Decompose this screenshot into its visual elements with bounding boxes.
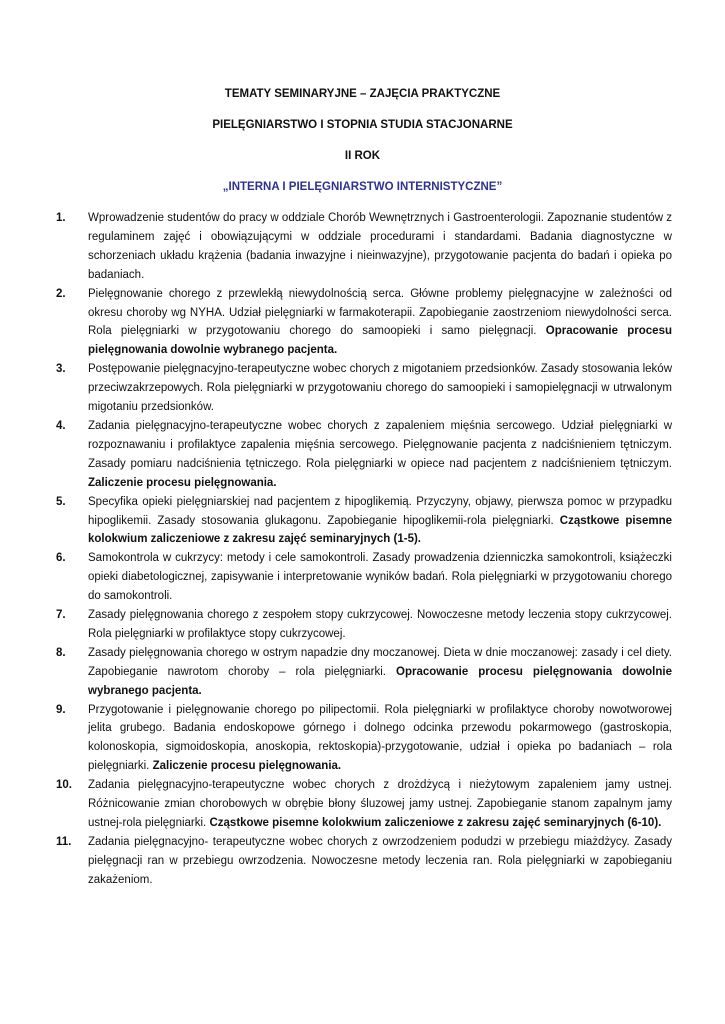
topic-number: 2. bbox=[56, 287, 66, 300]
topic-text: Pielęgnowanie chorego z przewlekłą niewydolnością serca. Główne problemy pielęgnacyjne w zależności od okresu choroby wg NYHA. Udział pielęgniarki w farmakoterapii. Zapobieganie zaostrzeniom niewydolności serca. Rola pielęgniarki w przygotowaniu chorego do samoopieki i samo pielęgnacji. bbox=[88, 287, 672, 338]
topic-text: Zasady pielęgnowania chorego w ostrym napadzie dny moczanowej. Dieta w dnie moczanowej: zasady i cel diety. Zapobieganie nawrotom choroby – rola pielęgniarki. bbox=[88, 646, 672, 678]
year-label: II ROK bbox=[344, 150, 381, 162]
topic-item bbox=[0, 417, 725, 493]
topic-text: Wprowadzenie studentów do pracy w oddziale Chorób Wewnętrznych i Gastroenterologii. Zapoznanie studentów z regulaminem zajęć i obowiązującymi w oddziale procedurami i standardami. Badania diagnostyczne w schorzeniach układu krążenia (badania inwazyjne i nieinwazyjne), przygotowanie pacjenta do badań i opieka po badaniach. bbox=[88, 212, 672, 281]
topic-text: Zadania pielęgnacyjno-terapeutyczne wobec chorych z drożdżycą i nieżytowym zapaleniem jamy ustnej. Różnicowanie zmian chorobowych w obrębie błony śluzowej jamy ustnej. Zapobieganie stanom zapalnym jamy ustnej-rola pielęgniarki. bbox=[88, 779, 672, 829]
subject-title: „INTERNA I PIELĘGNIARSTWO INTERNISTYCZNE” bbox=[222, 181, 503, 193]
topic-number: 3. bbox=[56, 363, 66, 376]
document-title: TEMATY SEMINARYJNE – ZAJĘCIA PRAKTYCZNE bbox=[224, 88, 501, 100]
topic-text: Zadania pielęgnacyjno- terapeutyczne wobec chorych z owrzodzeniem podudzi w przebiegu miażdżycy. Zasady pielęgnacji ran w przebiegu owrzodzenia. Nowoczesne metody leczenia ran. Rola pielęgniarki w zapobieganiu zakażeniom. bbox=[88, 835, 672, 886]
topic-item bbox=[0, 493, 725, 550]
topic-number: 9. bbox=[56, 703, 66, 716]
topics-list bbox=[0, 209, 725, 890]
topic-bold-note: Cząstkowe pisemne kolokwium zaliczeniowe z zakresu zajęć seminaryjnych (6-10). bbox=[209, 817, 662, 829]
topic-number: 10. bbox=[56, 779, 72, 792]
topic-bold-note: Opracowanie procesu pielęgnowania dowolnie wybranego pacjenta. bbox=[88, 665, 672, 697]
topic-item bbox=[0, 833, 725, 890]
topic-text: Specyfika opieki pielęgniarskiej nad pacjentem z hipoglikemią. Przyczyny, objawy, pierwsza pomoc w przypadku hipoglikemii. Zasady stosowania glukagonu. Zapobieganie hipoglikemii-rola pielęgniarki. bbox=[88, 495, 672, 527]
topic-text: Przygotowanie i pielęgnowanie chorego po pilipectomii. Rola pielęgniarki w profilaktyce choroby nowotworowej jelita grubego. Badania endoskopowe górnego i dolnego odcinka przewodu pokarmowego (gastroskopia, kolonoskopia, sigmoidoskopia, anoskopia, rektoskopia)-przygotowanie, udział i opieka po badaniach – rola pielęgniarki. bbox=[88, 703, 672, 773]
topic-number: 5. bbox=[56, 495, 66, 508]
topic-item bbox=[0, 644, 725, 701]
topic-number: 11. bbox=[56, 835, 72, 848]
topic-text: Postępowanie pielęgnacyjno-terapeutyczne wobec chorych z migotaniem przedsionków. Zasady stosowania leków przeciwzakrzepowych. Rola pielęgniarki w przygotowaniu chorego do samoopieki i samopielęgnacji w utrwalonym migotaniu przedsionków. bbox=[88, 363, 672, 414]
topic-text: Samokontrola w cukrzycy: metody i cele samokontroli. Zasady prowadzenia dzienniczka samokontroli, książeczki opieki diabetologicznej, zapisywanie i interpretowanie wyników badań. Rola pielęgniarki w przygotowaniu chorego do samokontroli. bbox=[88, 552, 672, 603]
topic-number: 6. bbox=[56, 552, 66, 565]
topic-text: Zadania pielęgnacyjno-terapeutyczne wobec chorych z zapaleniem mięśnia sercowego. Udział pielęgniarki w rozpoznawaniu i profilaktyce zapalenia mięśnia sercowego. Pielęgnowanie pacjenta z nadciśnieniem tętniczym. Zasady pomiaru nadciśnienia tętniczego. Rola pielęgniarki w opiece nad pacjentem z nadciśnieniem tętniczym. bbox=[88, 419, 672, 470]
topic-text: Zasady pielęgnowania chorego z zespołem stopy cukrzycowej. Nowoczesne metody leczenia stopy cukrzycowej. Rola pielęgniarki w profilaktyce stopy cukrzycowej. bbox=[88, 609, 672, 640]
topic-item bbox=[0, 701, 725, 777]
program-name: PIELĘGNIARSTWO I STOPNIA STUDIA STACJONARNE bbox=[212, 119, 513, 131]
topic-item bbox=[0, 285, 725, 361]
topic-number: 1. bbox=[56, 212, 66, 224]
topic-item bbox=[0, 360, 725, 417]
topic-number: 7. bbox=[56, 609, 66, 622]
topic-number: 8. bbox=[56, 646, 66, 659]
topic-item bbox=[0, 776, 725, 833]
topic-bold-note: Zaliczenie procesu pielęgnowania. bbox=[88, 476, 277, 489]
topic-bold-note: Opracowanie procesu pielęgnowania dowolnie wybranego pacjenta. bbox=[88, 325, 672, 357]
topic-bold-note: Cząstkowe pisemne kolokwium zaliczeniowe z zakresu zajęć seminaryjnych (1-5). bbox=[88, 514, 672, 546]
topic-item bbox=[0, 606, 725, 644]
topic-item bbox=[0, 549, 725, 606]
topic-item bbox=[0, 209, 725, 285]
topic-bold-note: Zaliczenie procesu pielęgnowania. bbox=[152, 760, 342, 773]
topic-number: 4. bbox=[56, 419, 66, 432]
